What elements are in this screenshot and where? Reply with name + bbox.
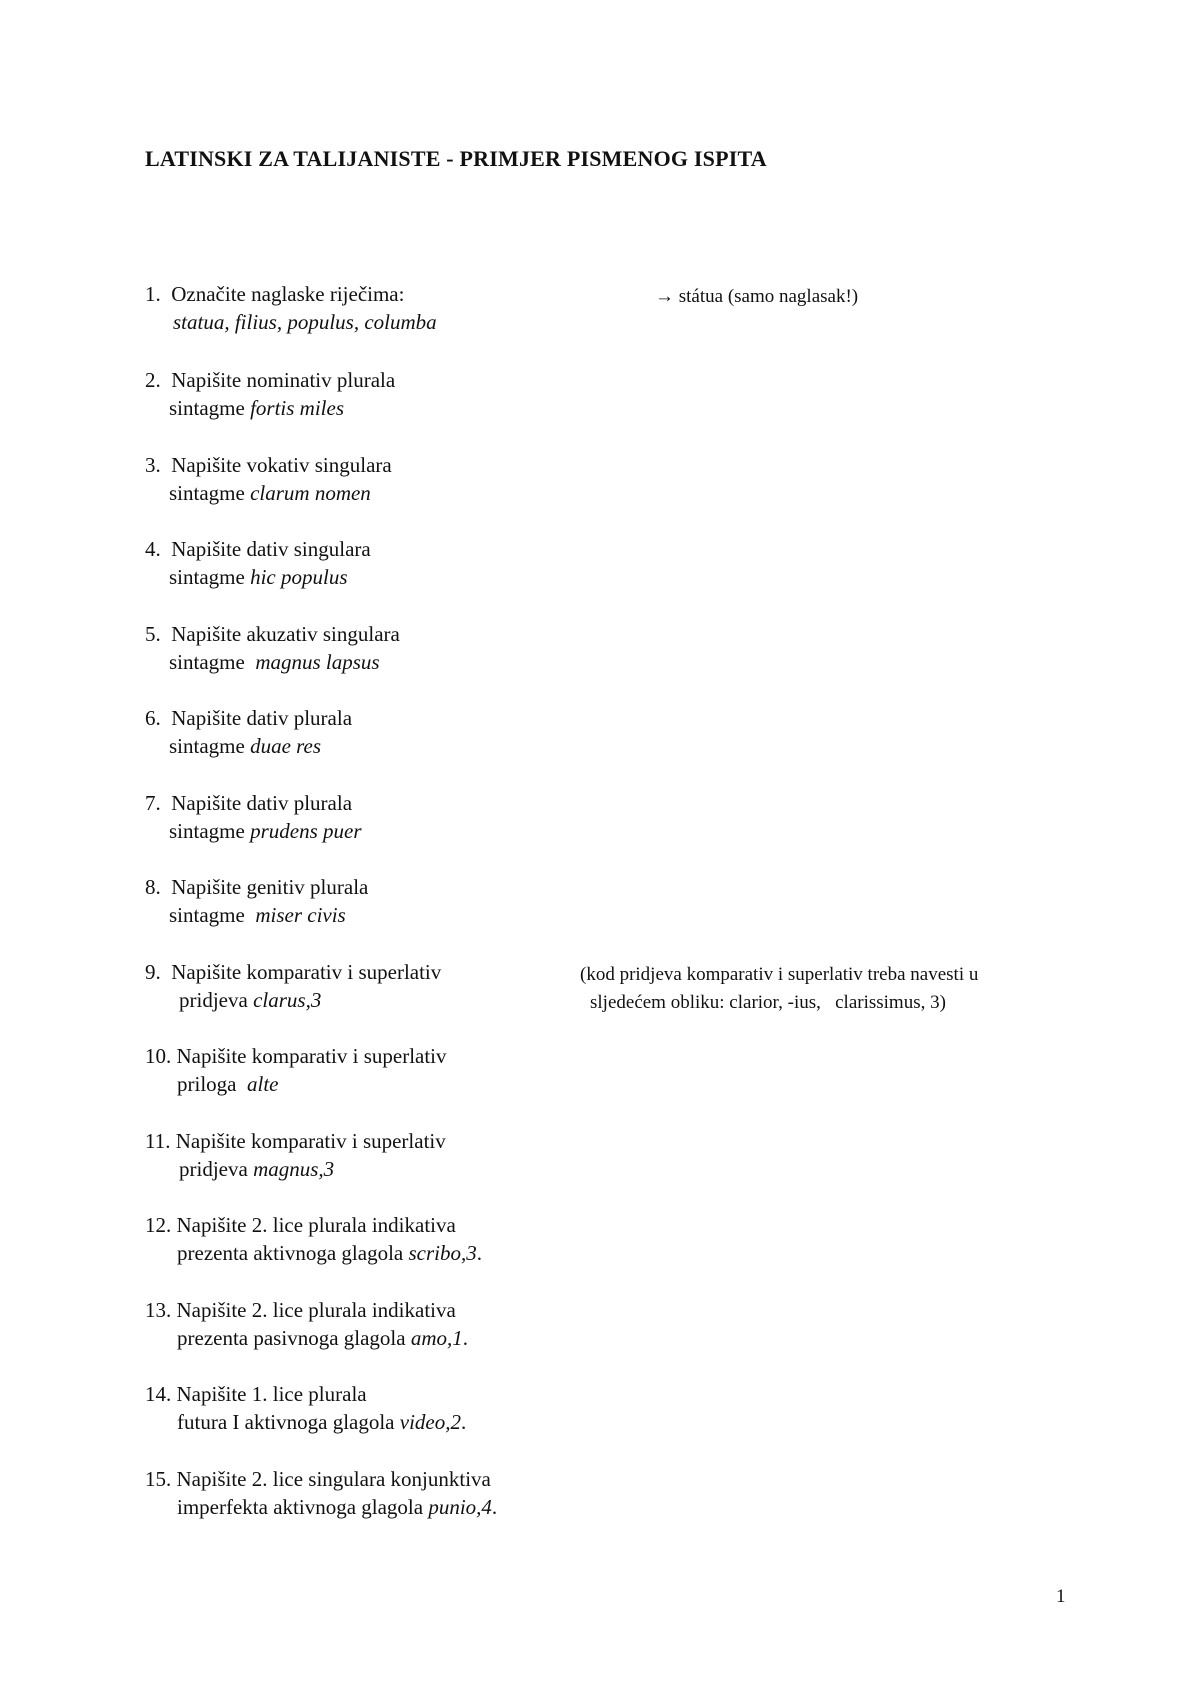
question-lead: sintagme <box>169 650 256 674</box>
question-text: Napišite komparativ i superlativ <box>176 1044 447 1068</box>
question-term: miser civis <box>255 903 346 927</box>
question-lead: sintagme <box>169 819 251 843</box>
question-lead: sintagme <box>169 565 251 589</box>
question-text: Napišite 1. lice plurala <box>176 1382 367 1406</box>
question-7 <box>145 789 362 845</box>
question-term: alte <box>246 1072 279 1096</box>
question-lead: pridjeva <box>179 988 254 1012</box>
question-term: scribo,3 <box>408 1241 477 1265</box>
question-number: 15. <box>145 1467 172 1491</box>
question-number: 6. <box>145 706 161 730</box>
question-number: 3. <box>145 453 161 477</box>
question-term: clarum nomen <box>250 481 371 505</box>
question-text: Napišite 2. lice singulara konjunktiva <box>176 1467 491 1491</box>
question-number: 11. <box>145 1129 171 1153</box>
question-3 <box>145 451 392 507</box>
question-text: Napišite nominativ plurala <box>171 368 396 392</box>
question-text: Napišite 2. lice plurala indikativa <box>176 1213 456 1237</box>
question-number: 9. <box>145 960 161 984</box>
question-number: 7. <box>145 791 161 815</box>
question-text: Napišite komparativ i superlativ <box>175 1129 446 1153</box>
question-text: Napišite vokativ singulara <box>171 453 392 477</box>
question-1 <box>145 280 437 336</box>
question-9 <box>145 958 441 1014</box>
question-15: 15. Napišite 2. lice singulara konjunktiva imperfekta aktivnoga glagola punio,4. <box>145 1467 498 1519</box>
question-term: amo,1 <box>410 1326 463 1350</box>
question-text: Napišite komparativ i superlativ <box>171 960 442 984</box>
question-lead: futura I aktivnoga glagola <box>177 1410 400 1434</box>
question-11 <box>145 1127 446 1183</box>
question-text: Napišite dativ plurala <box>171 791 353 815</box>
question-term: video,2 <box>399 1410 461 1434</box>
question-lead: sintagme <box>169 396 251 420</box>
question-number: 10. <box>145 1044 172 1068</box>
question-text: Napišite dativ singulara <box>171 537 371 561</box>
question-term: magnus lapsus <box>255 650 380 674</box>
q9-note-line-2: sljedećem obliku: clarior, -ius, clarissimus, 3) <box>590 992 946 1013</box>
question-number: 4. <box>145 537 161 561</box>
question-text: Napišite akuzativ singulara <box>171 622 400 646</box>
question-term: prudens puer <box>250 819 362 843</box>
question-text: Napišite genitiv plurala <box>171 875 369 899</box>
q9-note-line-1: (kod pridjeva komparativ i superlativ treba navesti u <box>580 964 979 985</box>
question-term: clarus,3 <box>253 988 322 1012</box>
question-10 <box>145 1042 447 1098</box>
question-number: 12. <box>145 1213 172 1237</box>
question-lead: prezenta aktivnoga glagola <box>177 1241 409 1265</box>
question-term: statua, filius, populus, columba <box>173 310 437 334</box>
question-number: 5. <box>145 622 161 646</box>
question-lead: pridjeva <box>179 1157 254 1181</box>
question-number: 1. <box>145 282 161 306</box>
q1-example-note: → státua (samo naglasak!) <box>655 286 859 307</box>
question-lead: sintagme <box>169 903 256 927</box>
question-2 <box>145 366 395 422</box>
question-lead: sintagme <box>169 481 251 505</box>
question-lead: imperfekta aktivnoga glagola <box>177 1495 429 1519</box>
question-number: 13. <box>145 1298 172 1322</box>
question-number: 14. <box>145 1382 172 1406</box>
question-text: Označite naglaske riječima: <box>171 282 405 306</box>
question-8 <box>145 873 368 929</box>
question-4 <box>145 535 371 591</box>
question-text: Napišite dativ plurala <box>171 706 353 730</box>
page-number: 1 <box>1056 1586 1066 1607</box>
question-6 <box>145 704 352 760</box>
question-term: duae res <box>250 734 322 758</box>
question-12: 12. Napišite 2. lice plurala indikativa prezenta aktivnoga glagola scribo,3. <box>145 1213 482 1265</box>
question-number: 8. <box>145 875 161 899</box>
question-term: magnus,3 <box>253 1157 335 1181</box>
question-lead: sintagme <box>169 734 251 758</box>
question-5 <box>145 620 400 676</box>
question-term: hic populus <box>250 565 348 589</box>
question-14: 14. Napišite 1. lice plurala futura I aktivnoga glagola video,2. <box>145 1382 467 1434</box>
question-13: 13. Napišite 2. lice plurala indikativa prezenta pasivnoga glagola amo,1. <box>145 1298 468 1350</box>
page-title: LATINSKI ZA TALIJANISTE - PRIMJER PISMENOG ISPITA <box>145 146 767 171</box>
question-term: fortis miles <box>250 396 345 420</box>
question-text: Napišite 2. lice plurala indikativa <box>176 1298 456 1322</box>
question-lead: priloga <box>177 1072 247 1096</box>
question-lead: prezenta pasivnoga glagola <box>177 1326 411 1350</box>
question-number: 2. <box>145 368 161 392</box>
question-term: punio,4 <box>428 1495 492 1519</box>
